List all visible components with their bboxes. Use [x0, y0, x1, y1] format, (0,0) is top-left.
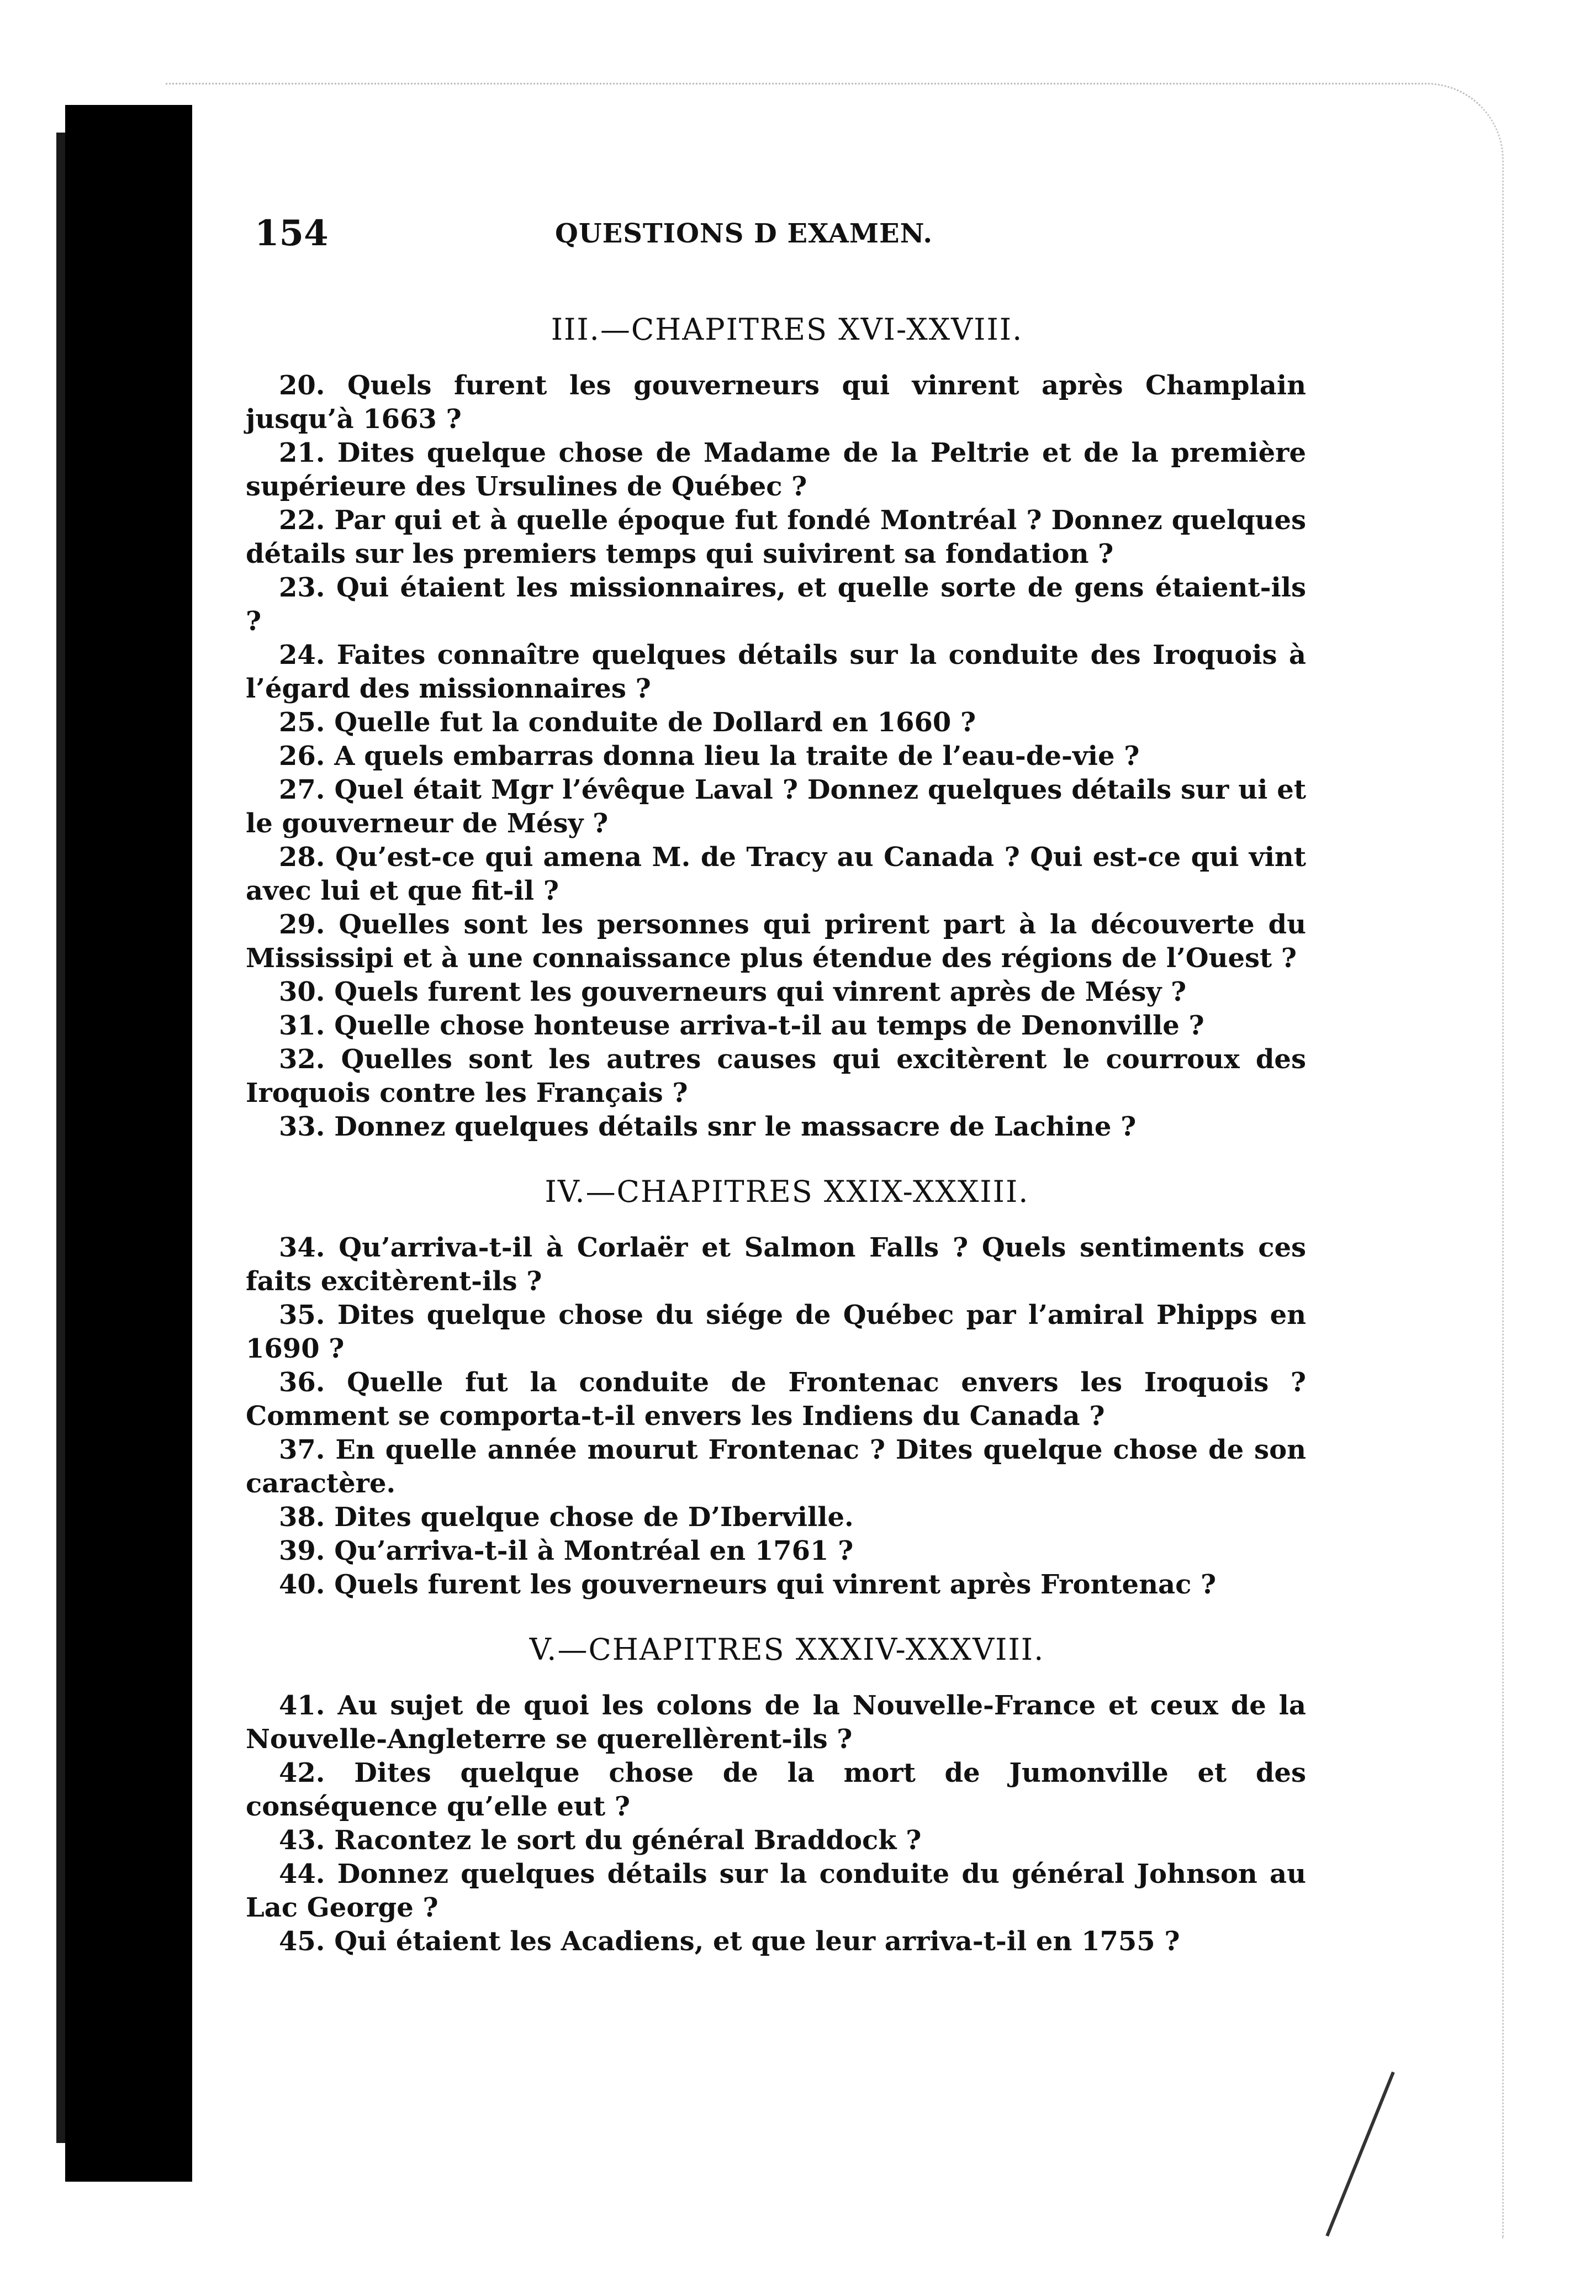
question-text: En quelle année mourut Frontenac ? Dites quelque chose de son caractère.: [246, 1434, 1306, 1499]
question-item: [246, 1501, 1306, 1534]
question-text: Quelle chose honteuse arriva-t-il au temps de Denonville ?: [334, 1010, 1204, 1041]
question-number: 41.: [279, 1690, 325, 1721]
question-item: [246, 571, 1306, 638]
question-number: 24.: [279, 640, 325, 671]
question-text: Dites quelque chose de D’Iberville.: [334, 1502, 854, 1533]
question-text: Qu’est-ce qui amena M. de Tracy au Canada ? Qui est-ce qui vint avec lui et que fit-il ?: [246, 842, 1306, 906]
question-number: 31.: [279, 1010, 325, 1041]
running-head: [246, 213, 1306, 273]
question-item: [246, 638, 1306, 706]
question-number: 23.: [279, 572, 325, 603]
question-item: [246, 369, 1306, 436]
question-item: [246, 1568, 1306, 1602]
question-text: Qui étaient les Acadiens, et que leur arriva-t-il en 1755 ?: [334, 1926, 1180, 1957]
question-number: 32.: [279, 1044, 325, 1075]
binding-shadow: [65, 105, 192, 2182]
question-text: Quelles sont les autres causes qui excitèrent le courroux des Iroquois contre les Français ?: [246, 1044, 1306, 1109]
question-number: 22.: [279, 505, 325, 536]
question-text: Au sujet de quoi les colons de la Nouvelle-France et ceux de la Nouvelle-Angleterre se querellèrent-ils ?: [246, 1690, 1307, 1755]
question-text: Dites quelque chose du siége de Québec par l’amiral Phipps en 1690 ?: [246, 1300, 1307, 1364]
question-number: 45.: [279, 1926, 325, 1957]
question-number: 20.: [279, 370, 325, 401]
question-item: [246, 1756, 1306, 1824]
question-number: 39.: [279, 1535, 325, 1566]
question-text: A quels embarras donna lieu la traite de l’eau-de-vie ?: [334, 741, 1140, 772]
question-number: 33.: [279, 1111, 325, 1142]
question-text: Dites quelque chose de la mort de Jumonville et des conséquence qu’elle eut ?: [246, 1757, 1306, 1822]
question-number: 21.: [279, 437, 325, 468]
question-item: [246, 773, 1306, 841]
question-text: Quels furent les gouverneurs qui vinrent après Champlain jusqu’à 1663 ?: [246, 370, 1306, 435]
question-text: Quels furent les gouverneurs qui vinrent après Frontenac ?: [334, 1569, 1217, 1600]
question-number: 27.: [279, 774, 325, 805]
question-text: Par qui et à quelle époque fut fondé Montréal ? Donnez quelques détails sur les premiers temps qui suivirent sa fondation ?: [246, 505, 1307, 569]
question-item: [246, 436, 1306, 504]
question-number: 37.: [279, 1434, 325, 1465]
question-number: 29.: [279, 909, 325, 940]
question-text: Quels furent les gouverneurs qui vinrent après de Mésy ?: [334, 977, 1187, 1007]
question-number: 35.: [279, 1300, 325, 1331]
question-item: [246, 1043, 1306, 1110]
question-item: [246, 1231, 1306, 1299]
question-text: Quelle fut la conduite de Dollard en 1660 ?: [334, 707, 976, 738]
question-item: [246, 1689, 1306, 1756]
question-item: [246, 706, 1306, 740]
question-item: [246, 841, 1306, 908]
question-text: Racontez le sort du général Braddock ?: [334, 1825, 922, 1856]
question-number: 40.: [279, 1569, 325, 1600]
question-item: [246, 1009, 1306, 1043]
question-item: [246, 1110, 1306, 1144]
question-item: [246, 1857, 1306, 1925]
question-number: 34.: [279, 1232, 325, 1263]
question-item: [246, 740, 1306, 773]
section-heading: III.—CHAPITRES XVI-XXVIII.: [551, 312, 1023, 347]
question-number: 30.: [279, 977, 325, 1007]
question-number: 26.: [279, 741, 325, 772]
question-text: Dites quelque chose de Madame de la Peltrie et de la première supérieure des Ursulines de Québec ?: [246, 437, 1306, 502]
question-number: 38.: [279, 1502, 325, 1533]
section-heading: IV.—CHAPITRES XXIX-XXXIII.: [545, 1174, 1029, 1209]
page-number: 154: [255, 213, 329, 254]
question-text: Quelles sont les personnes qui prirent part à la découverte du Mississipi et à une connaissance plus étendue des régions de l’Ouest ?: [246, 909, 1306, 974]
question-item: [246, 975, 1306, 1009]
question-text: Faites connaître quelques détails sur la conduite des Iroquois à l’égard des missionnaires ?: [246, 640, 1307, 704]
question-text: Qui étaient les missionnaires, et quelle sorte de gens étaient-ils ?: [246, 572, 1306, 637]
question-text: Qu’arriva-t-il à Corlaër et Salmon Falls ? Quels sentiments ces faits excitèrent-ils ?: [246, 1232, 1307, 1297]
question-item: [246, 1366, 1306, 1433]
question-item: [246, 504, 1306, 571]
question-item: [246, 1299, 1306, 1366]
question-text: Qu’arriva-t-il à Montréal en 1761 ?: [334, 1535, 854, 1566]
page-content: [246, 213, 1306, 1959]
question-number: 42.: [279, 1757, 325, 1788]
question-number: 28.: [279, 842, 325, 873]
section-heading: V.—CHAPITRES XXXIV-XXXVIII.: [529, 1632, 1045, 1667]
question-text: Donnez quelques détails snr le massacre de Lachine ?: [334, 1111, 1137, 1142]
question-text: Donnez quelques détails sur la conduite du général Johnson au Lac George ?: [246, 1859, 1307, 1923]
question-text: Quelle fut la conduite de Frontenac envers les Iroquois ? Comment se comporta-t-il envers les Indiens du Canada ?: [246, 1367, 1306, 1432]
question-number: 43.: [279, 1825, 325, 1856]
question-item: [246, 1824, 1306, 1857]
question-item: [246, 1534, 1306, 1568]
question-number: 25.: [279, 707, 325, 738]
sections-container: [246, 312, 1306, 1959]
question-item: [246, 1433, 1306, 1501]
running-title: QUESTIONS D EXAMEN.: [555, 218, 933, 249]
question-item: [246, 908, 1306, 975]
question-text: Quel était Mgr l’évêque Laval ? Donnez quelques détails sur ui et le gouverneur de Mésy ?: [246, 774, 1306, 839]
question-number: 44.: [279, 1859, 325, 1889]
question-number: 36.: [279, 1367, 325, 1398]
question-item: [246, 1925, 1306, 1959]
